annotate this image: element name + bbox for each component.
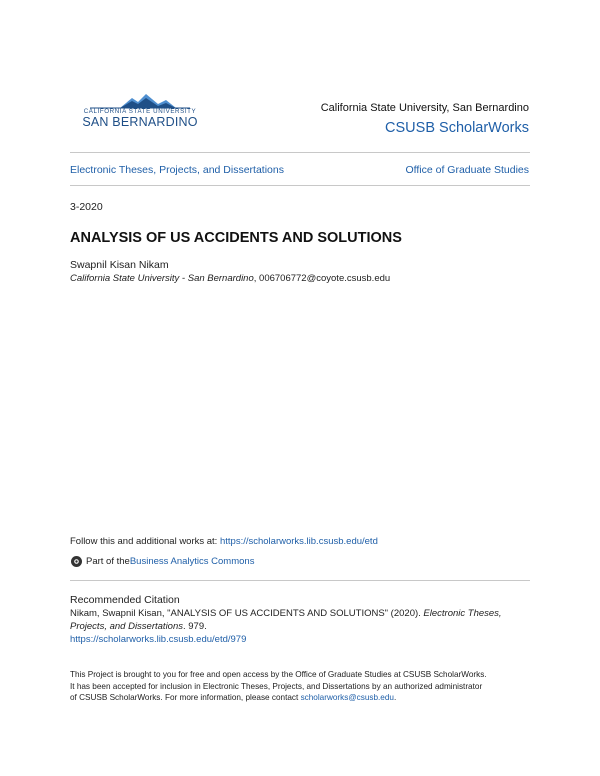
affiliation-email: , 006706772@coyote.csusb.edu	[253, 273, 391, 284]
citation-url[interactable]: https://scholarworks.lib.csusb.edu/etd/979	[70, 634, 247, 645]
institution-name: California State University, San Bernardino	[320, 102, 529, 114]
part-of-line	[70, 555, 254, 568]
footer-line2: It has been accepted for inclusion in Electronic Theses, Projects, and Dissertations by an authorized administrator	[70, 681, 483, 691]
office-link[interactable]: Office of Graduate Studies	[405, 164, 529, 176]
logo-text-line2: SAN BERNARDINO	[82, 115, 198, 129]
logo-text-line1: CALIFORNIA STATE UNIVERSITY	[83, 108, 197, 115]
commons-link[interactable]: Business Analytics Commons	[129, 556, 255, 567]
footer-line3-end: .	[393, 693, 397, 702]
citation-series: Electronic Theses, Projects, and Dissertations	[70, 608, 502, 632]
divider-nav	[70, 185, 530, 186]
follow-line	[70, 536, 378, 547]
scholarworks-link[interactable]: CSUSB ScholarWorks	[385, 120, 529, 136]
divider-top	[70, 152, 530, 153]
footer-line3: of CSUSB ScholarWorks. For more information, please contact	[70, 693, 301, 702]
author-name: Swapnil Kisan Nikam	[70, 259, 169, 271]
footer-line1: This Project is brought to you for free and open access by the Office of Graduate Studies at CSUSB ScholarWorks.	[70, 670, 487, 679]
citation-heading: Recommended Citation	[70, 594, 180, 606]
contact-email-link[interactable]: scholarworks@csusb.edu	[300, 693, 394, 702]
footer-notice	[70, 669, 540, 704]
citation-body	[70, 607, 530, 646]
collection-link[interactable]: Electronic Theses, Projects, and Dissertations	[70, 164, 284, 176]
network-icon	[70, 555, 83, 568]
follow-link[interactable]: https://scholarworks.lib.csusb.edu/etd	[219, 536, 378, 547]
citation-number: . 979.	[183, 621, 207, 632]
mountain-logo-icon	[80, 92, 200, 109]
publication-date: 3-2020	[70, 201, 103, 213]
author-affiliation	[70, 273, 390, 284]
citation-text: Nikam, Swapnil Kisan, "ANALYSIS OF US ACCIDENTS AND SOLUTIONS" (2020).	[70, 608, 424, 619]
document-title: ANALYSIS OF US ACCIDENTS AND SOLUTIONS	[70, 230, 402, 246]
affiliation-university: California State University - San Bernardino	[70, 273, 254, 284]
university-logo	[80, 92, 200, 132]
divider-citation	[70, 580, 530, 581]
follow-text: Follow this and additional works at:	[70, 536, 220, 547]
part-of-text: Part of the	[86, 556, 130, 567]
